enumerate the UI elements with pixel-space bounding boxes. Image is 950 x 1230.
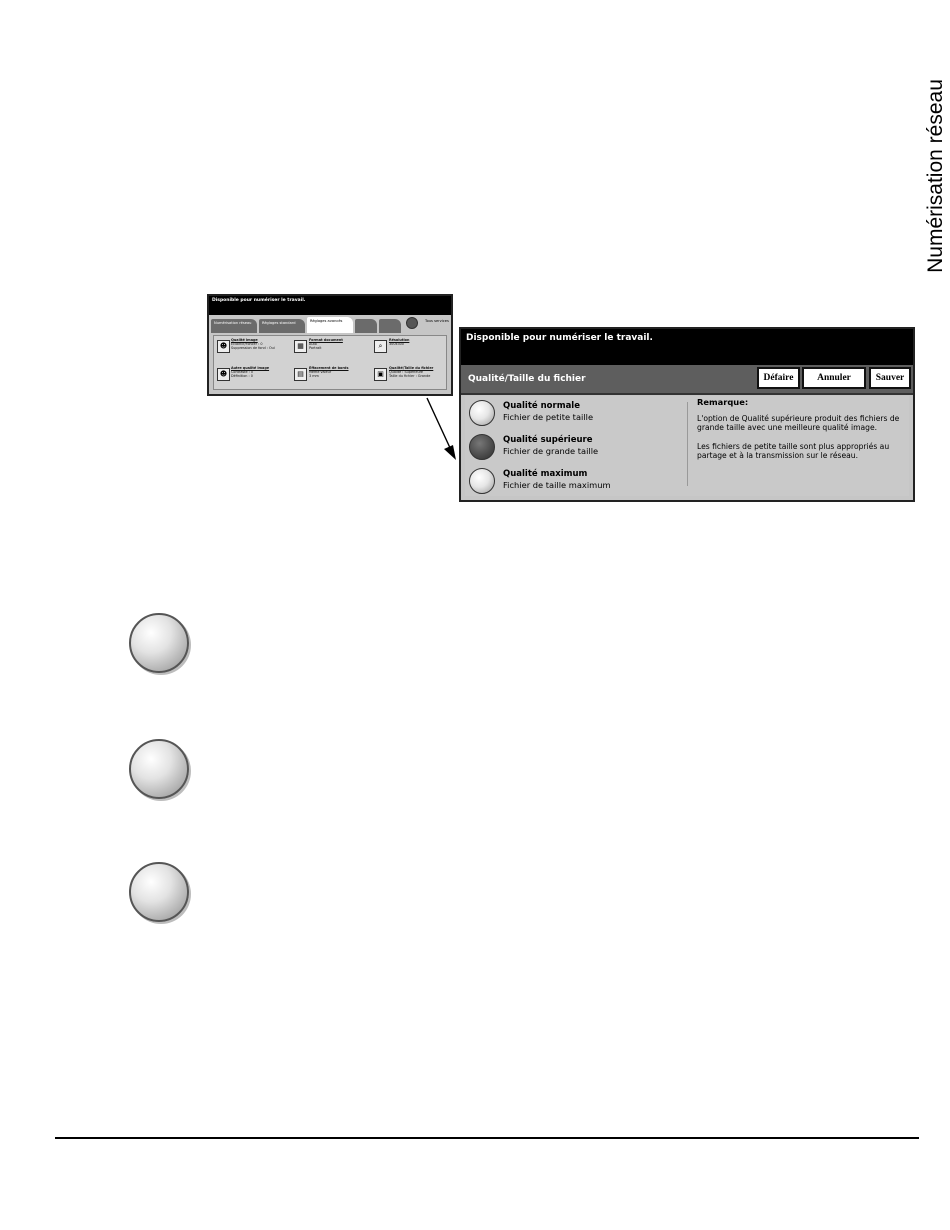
more-image-quality-icon[interactable]: ☻	[217, 368, 230, 381]
option-title: Qualité maximum	[503, 469, 588, 479]
option-title: Qualité supérieure	[503, 435, 593, 445]
document-format-icon[interactable]: ▦	[294, 340, 307, 353]
note-paragraph: L'option de Qualité supérieure produit des fichiers de grande taille avec une meilleure qualité image.	[697, 413, 900, 432]
mini-status-bar: Disponible pour numériser le travail.	[209, 296, 451, 315]
radio-normal-quality[interactable]	[469, 400, 495, 426]
option-title: Qualité normale	[503, 401, 580, 411]
mini-item-resolution[interactable]: Résolution 300x300	[389, 338, 410, 346]
mini-all-services-label: Tous services	[425, 319, 449, 323]
mini-tab-standard[interactable]: Réglages standard	[259, 319, 305, 333]
note-paragraph: Les fichiers de petite taille sont plus appropriés au partage et à la transmission sur le réseau.	[697, 441, 890, 460]
step-bullet-2	[129, 739, 189, 799]
radio-higher-quality[interactable]	[469, 434, 495, 460]
file-size-icon[interactable]: ▣	[374, 368, 387, 381]
cancel-button[interactable]: Annuler	[802, 367, 866, 389]
chapter-side-title	[922, 60, 950, 292]
edge-erase-icon[interactable]: ▤	[294, 368, 307, 381]
panel-divider	[687, 402, 688, 486]
footer-rule	[55, 1137, 919, 1139]
save-button[interactable]: Sauver	[869, 367, 911, 389]
panel-title-bar	[461, 365, 913, 395]
mini-tab-network-scan[interactable]: Numérisation réseau	[211, 319, 257, 333]
option-subtitle: Fichier de taille maximum	[503, 480, 611, 490]
mini-all-services-icon[interactable]	[406, 317, 418, 329]
mini-tab-4[interactable]	[355, 319, 377, 333]
panel-title: Qualité/Taille du fichier	[468, 374, 586, 384]
mini-tab-bar	[211, 317, 449, 333]
mini-item-file-quality-size[interactable]: Qualité/Taille du fichier Qualité : Supérieure Taille du fichier : Grande	[389, 366, 434, 378]
undo-button[interactable]: Défaire	[757, 367, 800, 389]
step-bullet-3	[129, 862, 189, 922]
mini-item-more-image-quality[interactable]: Autre qualité image Contraste : 0 Définition : 0	[231, 366, 270, 378]
mini-body	[213, 335, 447, 390]
panel-status-bar: Disponible pour numériser le travail.	[461, 329, 913, 365]
note-box	[697, 398, 905, 470]
option-higher-quality[interactable]	[469, 432, 689, 466]
option-subtitle: Fichier de grande taille	[503, 446, 599, 456]
resolution-icon[interactable]: ⌕	[374, 340, 387, 353]
chapter-title-text: Numérisation réseau	[924, 79, 948, 273]
option-maximum-quality[interactable]	[469, 466, 689, 500]
mini-item-document-format[interactable]: Format document Auto Portrait	[309, 338, 343, 350]
mini-tab-5[interactable]	[379, 319, 401, 333]
mini-item-edge-erase[interactable]: Effacement de bords Même valeur 3 mm	[309, 366, 349, 378]
option-normal-quality[interactable]	[469, 398, 689, 432]
mini-item-image-quality[interactable]: Qualité image Éclaircir/Foncer : 0 Suppression de fond : Oui	[231, 338, 275, 350]
step-bullet-1	[129, 613, 189, 673]
file-quality-panel	[459, 327, 915, 502]
option-subtitle: Fichier de petite taille	[503, 412, 594, 422]
mini-screen-thumbnail	[207, 294, 453, 396]
mini-tab-advanced[interactable]: Réglages avancés	[307, 317, 353, 333]
note-heading: Remarque:	[697, 397, 749, 407]
image-quality-icon[interactable]: ☻	[217, 340, 230, 353]
panel-body	[465, 396, 909, 496]
radio-maximum-quality[interactable]	[469, 468, 495, 494]
